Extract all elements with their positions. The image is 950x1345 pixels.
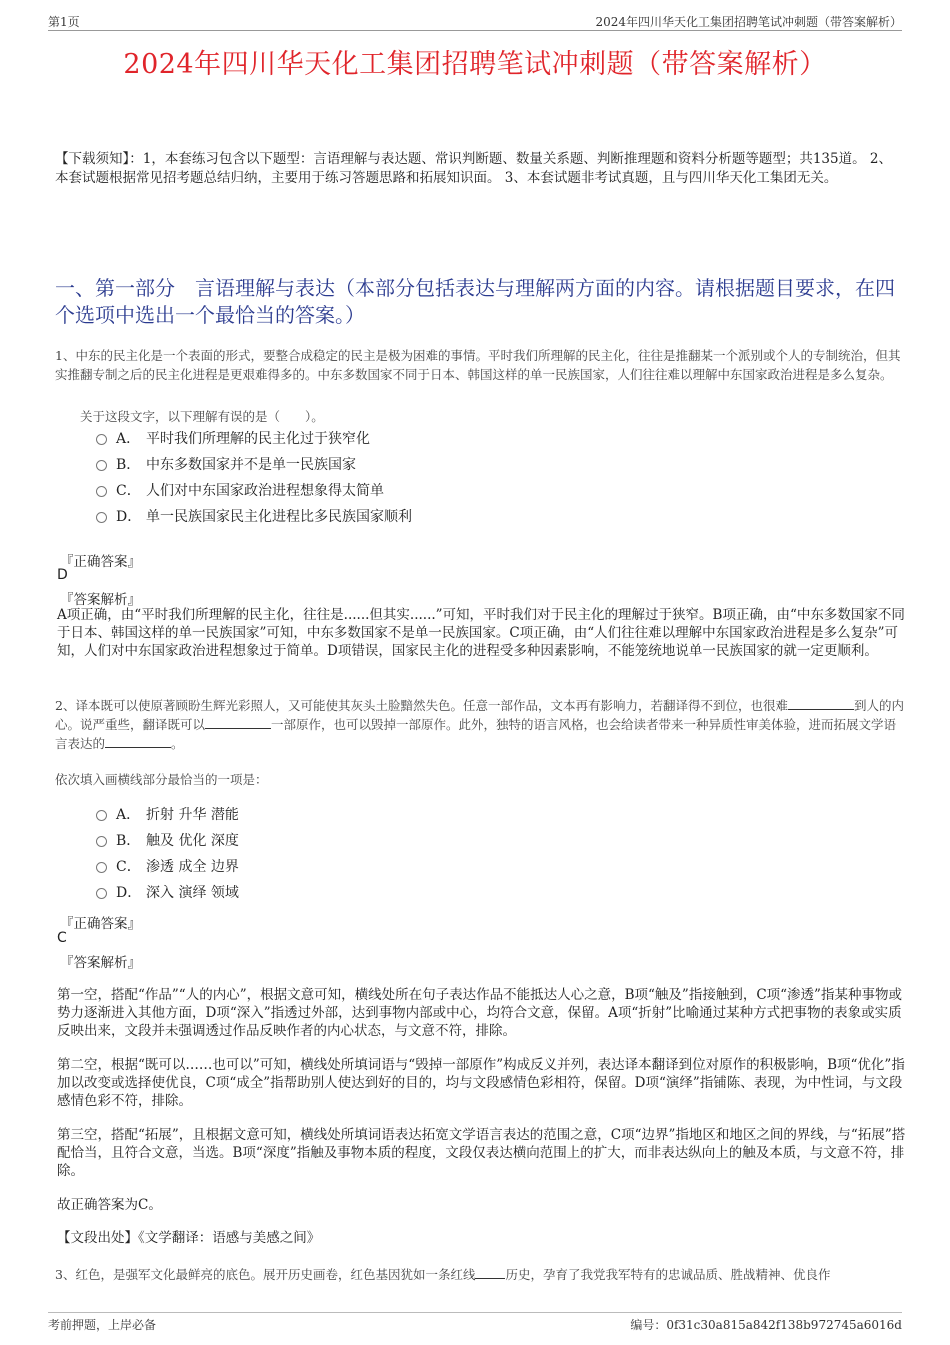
header-divider	[48, 30, 902, 31]
q2-analysis-para-3: 第三空，搭配“拓展”，且根据文意可知，横线处所填词语表达拓宽文学语言表达的范围之意，C项“边界”指地区和地区之间的界线，与“拓展”搭配恰当，且符合文意，当选。B项“深度”指触及事物本质的程度，文段仅表达横向范围上的扩大，而非表达纵向上的触及本质，与文意不符，排除。	[57, 1127, 906, 1179]
q1-option-c[interactable]: C． 人们对中东国家政治进程想象得太简单	[96, 482, 384, 500]
radio-icon[interactable]	[96, 512, 107, 523]
q2-option-d[interactable]: D． 深入 演绎 领域	[96, 884, 239, 902]
q2-option-a[interactable]: A． 折射 升华 潜能	[96, 806, 239, 824]
q2-answer-label: 『正确答案』	[60, 916, 141, 932]
footer-serial: 编号：0f31c30a815a842f138b972745a6016d	[630, 1318, 902, 1332]
blank-line	[788, 697, 854, 710]
footer-divider	[48, 1312, 902, 1313]
question-2-stem: 2、译本既可以使原著顾盼生辉光彩照人，又可能使其灰头土脸黯然失色。任意一部作品，文本再有影响力，若翻译得不到位，也很难 到人的内心。说严重些，翻译既可以 一部原作，也可以毁掉一部原作。此外，独特的语言风格，也会给读者带来一种异质性审美体验，进而拓展文学语言表达的 。	[55, 698, 904, 751]
q2-analysis-para-2: 第二空，根据“既可以……也可以”可知，横线处所填词语与“毁掉一部原作”构成反义并列，表达译本翻译到位对原作的积极影响，B项“优化”指加以改变或选择使优良，C项“成全”指帮助别人使达到好的目的，均与文段感情色彩相符，保留。D项“演绎”指铺陈、表现，为中性词，与文段感情色彩不符，排除。	[57, 1057, 905, 1109]
q2-source: 【文段出处】《文学翻译：语感与美感之间》	[57, 1230, 321, 1246]
radio-icon[interactable]	[96, 862, 107, 873]
footer-slogan: 考前押题，上岸必备	[48, 1318, 157, 1332]
blank-line	[105, 735, 171, 748]
download-notice: 【下载须知】：1，本套练习包含以下题型：言语理解与表达题、常识判断题、数量关系题、判断推理题和资料分析题等题型；共135道。 2、本套试题根据常见招考题总结归纳，主要用于练习答题思路和拓展知识面。 3、本套试题非考试真题，且与四川华天化工集团无关。	[55, 151, 892, 186]
q1-option-a[interactable]: A． 平时我们所理解的民主化过于狭窄化	[96, 430, 370, 448]
q2-analysis-label: 『答案解析』	[60, 955, 141, 971]
q1-option-b[interactable]: B． 中东多数国家并不是单一民族国家	[96, 456, 356, 474]
radio-icon[interactable]	[96, 460, 107, 471]
q2-answer: C	[57, 930, 67, 946]
radio-icon[interactable]	[96, 810, 107, 821]
radio-icon[interactable]	[96, 434, 107, 445]
q1-analysis: A项正确，由“平时我们所理解的民主化，往往是......但其实......”可知，平时我们对于民主化的理解过于狭窄。B项正确，由“中东多数国家不同于日本、韩国这样的单一民族国家”可知，中东多数国家不是单一民族国家。C项正确，由“人们往往难以理解中东国家政治进程是多么复杂”可知，人们对中东国家政治进程想象过于简单。D项错误，国家民主化的进程受多种因素影响，不能笼统地说单一民族国家的就一定更顺利。	[57, 607, 905, 659]
q1-analysis-label: 『答案解析』	[60, 592, 141, 608]
blank-line	[205, 716, 271, 729]
radio-icon[interactable]	[96, 888, 107, 899]
q2-conclusion: 故正确答案为C。	[57, 1197, 162, 1213]
question-2-ask: 依次填入画横线部分最恰当的一项是：	[55, 772, 268, 787]
radio-icon[interactable]	[96, 836, 107, 847]
question-1-stem: 1、中东的民主化是一个表面的形式，要整合成稳定的民主是极为困难的事情。平时我们所理解的民主化，往往是推翻某一个派别或个人的专制统治，但其实推翻专制之后的民主化进程是更艰难得多的。中东多数国家不同于日本、韩国这样的单一民族国家，人们往往难以理解中东国家政治进程是多么复杂。	[55, 348, 901, 382]
header-page-number: 第1页	[48, 15, 80, 29]
question-3-stem: 3、红色，是强军文化最鲜亮的底色。展开历史画卷，红色基因犹如一条红线 历史，孕育了我党我军特有的忠诚品质、胜战精神、优良作	[55, 1267, 831, 1282]
q2-analysis-para-1: 第一空，搭配“作品”“人的内心”，根据文意可知，横线处所在句子表达作品不能抵达人心之意，B项“触及”指接触到，C项“渗透”指某种事物或势力逐渐进入其他方面，D项“深入”指透过外部，达到事物内部或中心，均符合文意，保留。A项“折射”比喻通过某种方式把事物的表象或实质反映出来，文段并未强调透过作品反映作者的内心状态，与文意不符，排除。	[57, 987, 902, 1039]
q1-option-d[interactable]: D． 单一民族国家民主化进程比多民族国家顺利	[96, 508, 412, 526]
q2-option-c[interactable]: C． 渗透 成全 边界	[96, 858, 239, 876]
q1-answer: D	[57, 567, 68, 583]
section-heading: 一、第一部分 言语理解与表达（本部分包括表达与理解两方面的内容。请根据题目要求，在四个选项中选出一个最恰当的答案。）	[55, 276, 895, 327]
blank-line	[475, 1266, 505, 1279]
radio-icon[interactable]	[96, 486, 107, 497]
page-title: 2024年四川华天化工集团招聘笔试冲刺题（带答案解析）	[123, 49, 827, 80]
question-1-ask: 关于这段文字，以下理解有误的是（ ）。	[80, 409, 324, 424]
q2-option-b[interactable]: B． 触及 优化 深度	[96, 832, 239, 850]
q1-answer-label: 『正确答案』	[60, 554, 141, 570]
header-doc-title: 2024年四川华天化工集团招聘笔试冲刺题（带答案解析）	[595, 15, 902, 29]
